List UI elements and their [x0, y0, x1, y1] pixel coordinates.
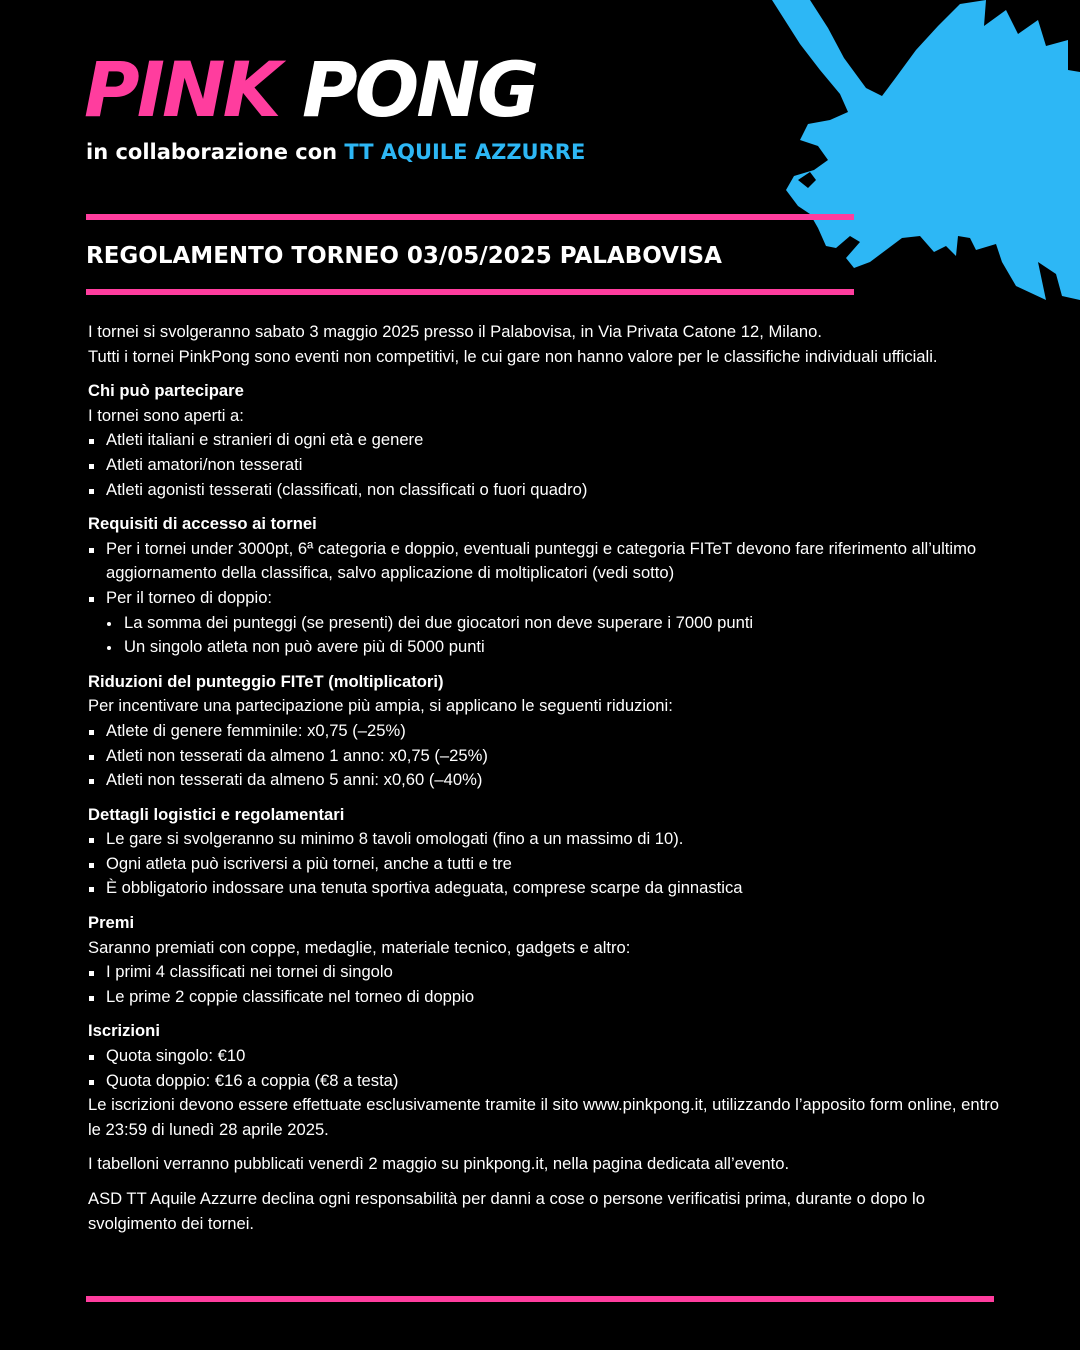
- eagle-icon: [770, 0, 1080, 310]
- section-text: I tornei sono aperti a:: [88, 405, 244, 425]
- section-text: Saranno premiati con coppe, medaglie, materiale tecnico, gadgets e altro:: [88, 937, 631, 957]
- heading-divider: [86, 289, 854, 295]
- list-item: Le gare si svolgeranno su minimo 8 tavoli omologati (fino a un massimo di 10).: [88, 827, 1008, 852]
- list-item: Ogni atleta può iscriversi a più tornei, anche a tutti e tre: [88, 852, 1008, 877]
- bullet-list: [88, 719, 1008, 793]
- bullet-list: [88, 1044, 1008, 1093]
- rules-heading: REGOLAMENTO TORNEO 03/05/2025 PALABOVISA: [86, 243, 722, 269]
- list-item: Atleti amatori/non tesserati: [88, 453, 1008, 478]
- list-item: Atleti non tesserati da almeno 1 anno: x0,75 (–25%): [88, 744, 1008, 769]
- title-pink: PINK: [84, 45, 279, 134]
- sub-list-item: Un singolo atleta non può avere più di 5000 punti: [88, 635, 1008, 660]
- bullet-list: [88, 537, 1008, 660]
- list-item: Atleti agonisti tesserati (classificati, non classificati o fuori quadro): [88, 478, 1008, 503]
- section-text: Per incentivare una partecipazione più ampia, si applicano le seguenti riduzioni:: [88, 696, 673, 716]
- list-item: Quota singolo: €10: [88, 1044, 1008, 1069]
- section-text: Le iscrizioni devono essere effettuate esclusivamente tramite il sito www.pinkpong.it, utilizzando l’apposito form online, entro le 23:59 di lunedì 28 aprile 2025.: [88, 1095, 999, 1139]
- section-title: Riduzioni del punteggio FITeT (moltiplicatori): [88, 671, 444, 691]
- list-item: Le prime 2 coppie classificate nel torneo di doppio: [88, 985, 1008, 1010]
- sub-list-item: La somma dei punteggi (se presenti) dei due giocatori non deve superare i 7000 punti: [88, 611, 1008, 636]
- list-item: Per i tornei under 3000pt, 6ª categoria e doppio, eventuali punteggi e categoria FITeT devono fare riferimento all’ultimo aggiornamento della classifica, salvo applicazione di moltiplicatori (vedi sotto): [88, 537, 1008, 586]
- section-title: Iscrizioni: [88, 1021, 160, 1041]
- collaboration-line: [86, 138, 585, 166]
- intro-line: I tornei si svolgeranno sabato 3 maggio 2025 presso il Palabovisa, in Via Privata Catone 12, Milano.: [88, 322, 822, 341]
- tabelloni-note: I tabelloni verranno pubblicati venerdì 2 maggio su pinkpong.it, nella pagina dedicata all’evento.: [88, 1154, 790, 1174]
- disclaimer: ASD TT Aquile Azzurre declina ogni responsabilità per danni a cose o persone verificatisi prima, durante o dopo lo svolgimento dei tornei.: [88, 1189, 925, 1233]
- rules-body: [88, 320, 1008, 1236]
- title-pong: PONG: [301, 45, 537, 134]
- section-title: Premi: [88, 913, 135, 933]
- list-item: Atlete di genere femminile: x0,75 (–25%): [88, 719, 1008, 744]
- bottom-divider: [86, 1296, 994, 1302]
- bullet-list: [88, 960, 1008, 1009]
- list-item: Atleti italiani e stranieri di ogni età e genere: [88, 428, 1008, 453]
- bullet-list: [88, 827, 1008, 901]
- list-item: Atleti non tesserati da almeno 5 anni: x0,60 (–40%): [88, 768, 1008, 793]
- section-title: Dettagli logistici e regolamentari: [88, 804, 345, 824]
- list-item: È obbligatorio indossare una tenuta sportiva adeguata, comprese scarpe da ginnastica: [88, 876, 1008, 901]
- collab-name: TT AQUILE AZZURRE: [344, 140, 586, 164]
- section-title: Requisiti di accesso ai tornei: [88, 514, 317, 534]
- event-title: [84, 46, 536, 134]
- top-divider: [86, 214, 854, 220]
- collab-prefix: in collaborazione con: [86, 140, 338, 164]
- bullet-list: [88, 428, 1008, 502]
- list-item: I primi 4 classificati nei tornei di singolo: [88, 960, 1008, 985]
- section-title: Chi può partecipare: [88, 381, 244, 401]
- intro-line: Tutti i tornei PinkPong sono eventi non competitivi, le cui gare non hanno valore per le classifiche individuali ufficiali.: [88, 346, 938, 366]
- list-item: Per il torneo di doppio:: [88, 586, 1008, 611]
- list-item: Quota doppio: €16 a coppia (€8 a testa): [88, 1069, 1008, 1094]
